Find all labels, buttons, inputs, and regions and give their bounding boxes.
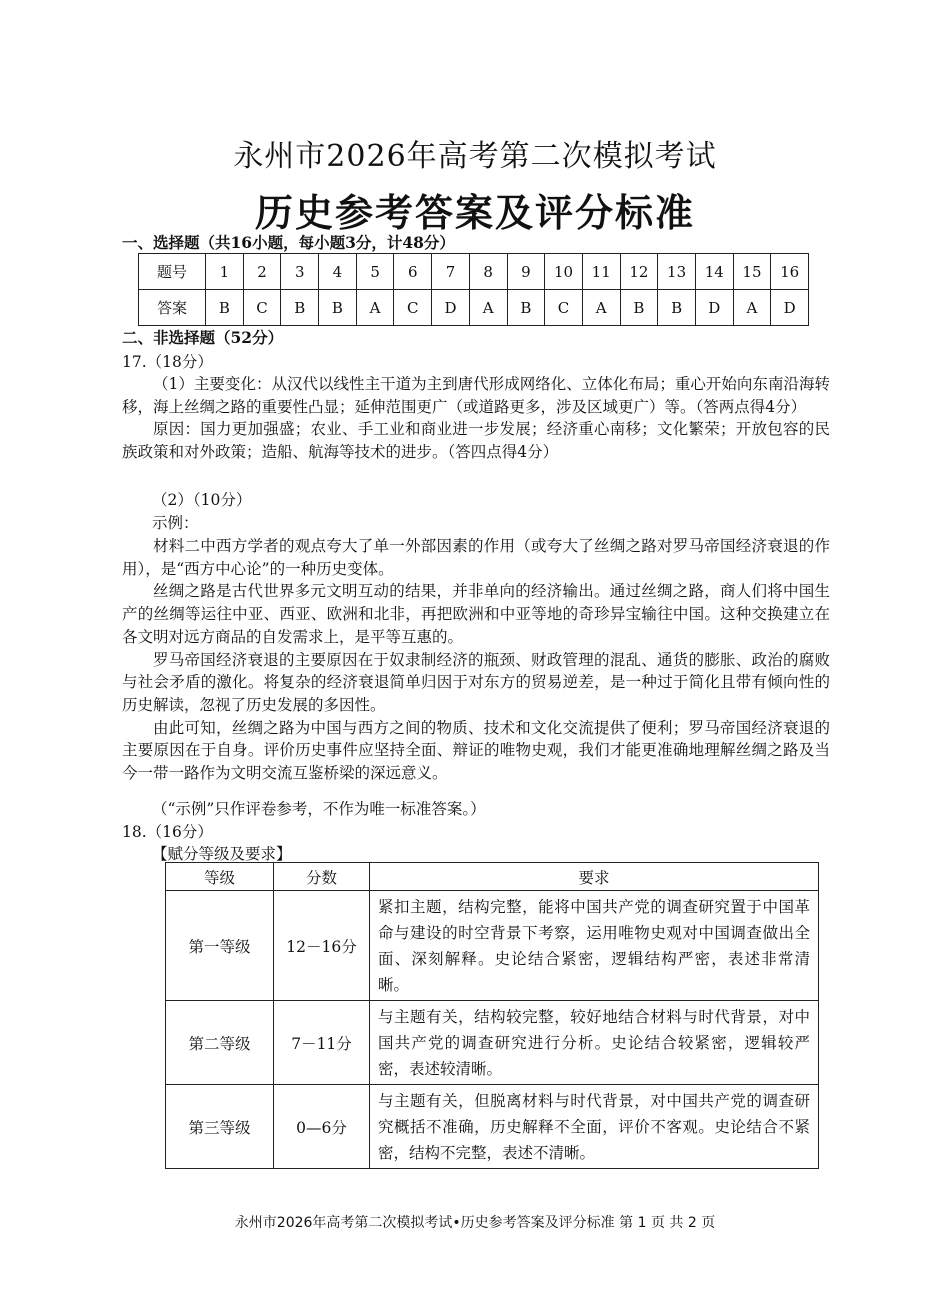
grade-level: 第二等级 — [166, 1001, 274, 1085]
question-number-row — [139, 254, 809, 290]
answer-row — [139, 290, 809, 326]
grade-level: 第一等级 — [166, 891, 274, 1001]
answer-cell: A — [582, 290, 620, 326]
row-label-number: 题号 — [139, 254, 206, 290]
grade-requirement: 紧扣主题，结构完整，能将中国共产党的调查研究置于中国革命与建设的时空背景下考察，运用唯物史观对中国调查做出全面、深刻解释。史论结合紧密，逻辑结构严密，表述非常清晰。 — [370, 891, 819, 1001]
question-number: 11 — [582, 254, 620, 290]
question-number: 3 — [281, 254, 319, 290]
question-number: 12 — [620, 254, 658, 290]
rubric-row — [166, 1085, 819, 1169]
grade-requirement: 与主题有关，结构较完整，较好地结合材料与时代背景，对中国共产党的调查研究进行分析。史论结合较紧密，逻辑较严密，表述较清晰。 — [370, 1001, 819, 1085]
answer-cell: A — [356, 290, 394, 326]
answer-cell: B — [620, 290, 658, 326]
q17-part1-reason: 原因：国力更加强盛；农业、手工业和商业进一步发展；经济重心南移；文化繁荣；开放包容的民族政策和对外政策；造船、航海等技术的进步。（答四点得4分） — [122, 420, 830, 462]
column-header-requirement: 要求 — [370, 863, 819, 891]
question-number: 8 — [469, 254, 507, 290]
question-number: 13 — [658, 254, 696, 290]
example-paragraph: 材料二中西方学者的观点夸大了单一外部因素的作用（或夸大了丝绸之路对罗马帝国经济衰退的作用），是“西方中心论”的一种历史变体。 — [122, 537, 830, 578]
question-number: 16 — [771, 254, 809, 290]
answer-cell: C — [545, 290, 583, 326]
answer-cell: B — [319, 290, 357, 326]
answer-cell: B — [658, 290, 696, 326]
question-number: 6 — [394, 254, 432, 290]
answer-cell: C — [243, 290, 281, 326]
question-number: 9 — [507, 254, 545, 290]
grading-rubric-table — [165, 862, 819, 1169]
q17-part1 — [122, 373, 830, 464]
example-note: （“示例”只作评卷参考，不作为唯一标准答案。） — [152, 800, 486, 818]
grade-requirement: 与主题有关，但脱离材料与时代背景，对中国共产党的调查研究概括不准确，历史解释不全面，评价不客观。史论结合不紧密，结构不完整，表述不清晰。 — [370, 1085, 819, 1169]
exam-title: 永州市2026年高考第二次模拟考试 — [233, 139, 717, 174]
q18-label: 18.（16分） — [122, 823, 213, 841]
example-paragraph: 罗马帝国经济衰退的主要原因在于奴隶制经济的瓶颈、财政管理的混乱、通货的膨胀、政治的腐败与社会矛盾的激化。将复杂的经济衰退简单归因于对东方的贸易逆差，是一种过于简化且带有倾向性的历史解读，忽视了历史发展的多因性。 — [122, 650, 830, 714]
column-header-level: 等级 — [166, 863, 274, 891]
question-number: 1 — [206, 254, 244, 290]
grade-level: 第三等级 — [166, 1085, 274, 1169]
answer-cell: C — [394, 290, 432, 326]
page-footer: 永州市2026年高考第二次模拟考试•历史参考答案及评分标准 第 1 页 共 2 页 — [234, 1215, 716, 1231]
answer-cell: B — [507, 290, 545, 326]
answer-cell: A — [469, 290, 507, 326]
answer-cell: D — [432, 290, 470, 326]
question-number: 4 — [319, 254, 357, 290]
question-number: 10 — [545, 254, 583, 290]
question-number: 14 — [695, 254, 733, 290]
grade-score: 7－11分 — [274, 1001, 370, 1085]
column-header-score: 分数 — [274, 863, 370, 891]
example-label: 示例： — [152, 514, 199, 532]
question-number: 2 — [243, 254, 281, 290]
grade-score: 0—6分 — [274, 1085, 370, 1169]
answer-cell: D — [695, 290, 733, 326]
rubric-header-row — [166, 863, 819, 891]
answer-cell: D — [771, 290, 809, 326]
grade-score: 12－16分 — [274, 891, 370, 1001]
q17-label: 17.（18分） — [122, 353, 213, 371]
rubric-row — [166, 1001, 819, 1085]
row-label-answer: 答案 — [139, 290, 206, 326]
q17-part1-main: （1）主要变化：从汉代以线性主干道为主到唐代形成网络化、立体化布局；重心开始向东南沿海转移，海上丝绸之路的重要性凸显；延伸范围更广（或道路更多，涉及区域更广）等。（答两点得4分） — [122, 375, 830, 416]
multiple-choice-answer-table — [138, 253, 809, 326]
rubric-row — [166, 891, 819, 1001]
example-paragraph: 丝绸之路是古代世界多元文明互动的结果，并非单向的经济输出。通过丝绸之路，商人们将中国生产的丝绸等运往中亚、西亚、欧洲和北非，再把欧洲和中亚等地的奇珍异宝输往中国。这种交换建立在各文明对远方商品的自发需求上，是平等互惠的。 — [122, 582, 830, 646]
answer-cell: A — [733, 290, 771, 326]
section2-heading: 二、非选择题（52分） — [122, 328, 284, 347]
question-number: 7 — [432, 254, 470, 290]
rubric-title: 【赋分等级及要求】 — [152, 845, 292, 863]
section1-heading: 一、选择题（共16小题，每小题3分，计48分） — [122, 233, 455, 252]
question-number: 15 — [733, 254, 771, 290]
example-paragraph: 由此可知，丝绸之路为中国与西方之间的物质、技术和文化交流提供了便利；罗马帝国经济衰退的主要原因在于自身。评价历史事件应坚持全面、辩证的唯物史观，我们才能更准确地理解丝绸之路及当今一带一路作为文明交流互鉴桥梁的深远意义。 — [122, 718, 830, 783]
question-number: 5 — [356, 254, 394, 290]
answer-cell: B — [206, 290, 244, 326]
q17-part2-label: （2）（10分） — [152, 491, 252, 509]
document-title: 历史参考答案及评分标准 — [254, 190, 695, 235]
answer-cell: B — [281, 290, 319, 326]
q17-example-body — [122, 535, 830, 785]
